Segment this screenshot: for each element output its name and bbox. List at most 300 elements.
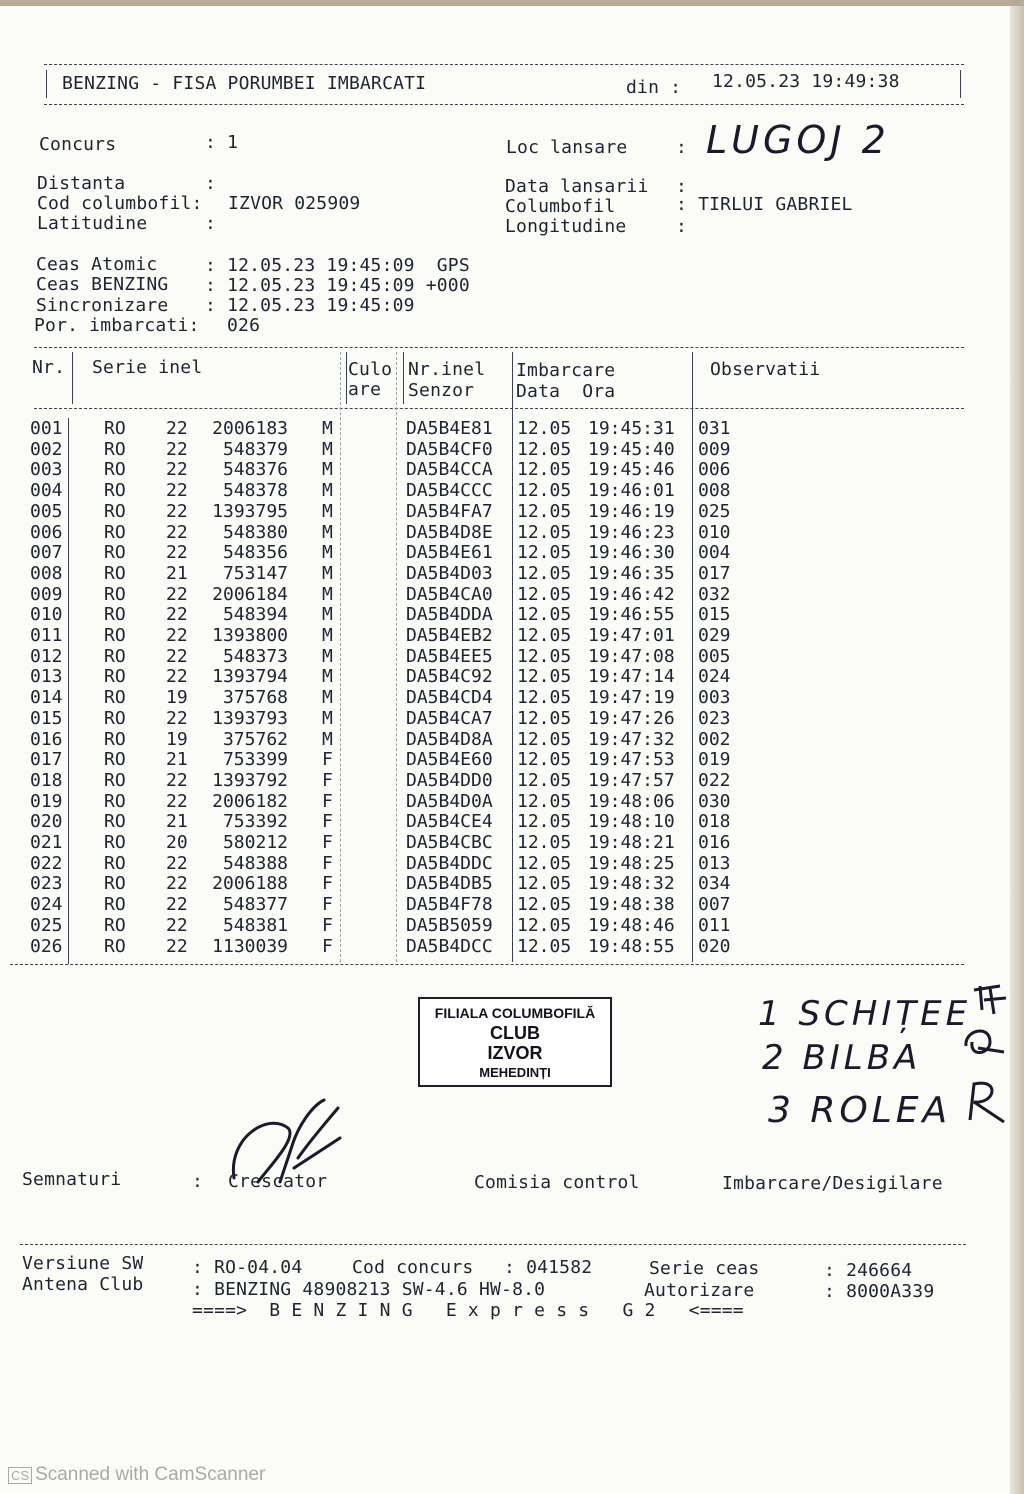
row-obs: 031 [698, 418, 731, 439]
row-tara: RO [104, 790, 126, 812]
camscanner-watermark [8, 1464, 265, 1486]
row-inel: 1393794 [212, 666, 288, 688]
row-tara: RO [104, 894, 126, 916]
ceas-benzing-label: Ceas BENZING [36, 274, 169, 295]
row-sex: M [322, 459, 333, 481]
row-tara: RO [104, 852, 126, 874]
row-ora: 19:45:31 [588, 418, 675, 439]
row-an: 22 [166, 852, 188, 874]
autorizare-value: : 8000A339 [824, 1281, 935, 1302]
row-data: 12.05 [517, 790, 572, 812]
row-senzor: DA5B4F78 [406, 894, 493, 916]
row-data: 12.05 [517, 935, 572, 957]
row-obs: 017 [698, 562, 731, 584]
row-tara: RO [104, 562, 126, 584]
row-obs: 008 [698, 480, 731, 502]
handwritten-note-1: 1 SCHIȚEE [758, 994, 972, 1034]
row-obs: 018 [698, 811, 731, 833]
row-ora: 19:47:19 [588, 687, 675, 709]
scan-top-edge [0, 0, 1024, 6]
row-an: 22 [166, 935, 188, 957]
row-ora: 19:48:21 [588, 832, 675, 853]
row-nr: 013 [30, 666, 63, 688]
row-senzor: DA5B4FA7 [406, 500, 493, 522]
semnaturi-label: Semnaturi [22, 1169, 122, 1190]
row-nr: 011 [30, 625, 63, 646]
row-nr: 021 [30, 832, 63, 853]
row-obs: 034 [698, 873, 731, 895]
row-sex: M [322, 707, 333, 729]
row-inel: 548377 [222, 894, 288, 916]
row-senzor: DA5B4E81 [406, 418, 493, 439]
row-data: 12.05 [517, 832, 572, 853]
versiune-sw-label: Versiune SW [22, 1253, 144, 1274]
row-sex: M [322, 500, 333, 522]
row-nr: 004 [30, 480, 63, 502]
row-nr: 003 [30, 459, 63, 481]
row-senzor: DA5B4CA7 [406, 707, 493, 729]
row-an: 22 [166, 459, 188, 481]
row-inel: 2006184 [212, 583, 288, 605]
row-data: 12.05 [517, 894, 572, 916]
row-tara: RO [104, 687, 126, 709]
row-an: 20 [166, 832, 188, 853]
row-obs: 024 [698, 666, 731, 688]
row-tara: RO [104, 707, 126, 729]
row-data: 12.05 [517, 645, 572, 667]
row-ora: 19:45:40 [588, 438, 675, 460]
loc-lansare-colon: : [676, 137, 688, 158]
row-data: 12.05 [517, 583, 572, 605]
longitudine-colon: : [676, 216, 688, 237]
row-sex: F [322, 832, 333, 853]
row-inel: 753399 [222, 749, 288, 771]
row-an: 22 [166, 769, 188, 791]
row-tara: RO [104, 749, 126, 771]
loc-lansare-label: Loc lansare [506, 137, 628, 158]
table-header-rule [34, 408, 964, 409]
row-ora: 19:47:01 [588, 625, 675, 646]
row-tara: RO [104, 500, 126, 522]
row-ora: 19:47:32 [588, 728, 675, 750]
row-data: 12.05 [517, 769, 572, 791]
row-sex: M [322, 438, 333, 460]
row-sex: F [322, 769, 333, 791]
imbarcare-desigilare-label: Imbarcare/Desigilare [722, 1173, 943, 1194]
row-sex: M [322, 625, 333, 646]
row-data: 12.05 [517, 852, 572, 874]
row-sex: M [322, 521, 333, 543]
row-tara: RO [104, 811, 126, 833]
cod-concurs-label: Cod concurs [352, 1257, 474, 1278]
distanta-label: Distanta [37, 173, 126, 194]
row-senzor: DA5B4CE4 [406, 811, 493, 833]
longitudine-label: Longitudine [505, 216, 627, 237]
row-tara: RO [104, 625, 126, 646]
row-an: 22 [166, 894, 188, 916]
row-data: 12.05 [517, 707, 572, 729]
row-inel: 548394 [222, 604, 288, 626]
row-obs: 015 [698, 604, 731, 626]
din-label: din : [626, 77, 682, 98]
data-lansarii-colon: : [676, 176, 688, 197]
row-sex: F [322, 852, 333, 874]
col-divider-nr-header [72, 352, 73, 404]
row-inel: 1393800 [212, 625, 288, 646]
row-nr: 014 [30, 687, 63, 709]
row-senzor: DA5B4DDA [406, 604, 493, 626]
row-tara: RO [104, 521, 126, 543]
row-ora: 19:48:10 [588, 811, 675, 833]
row-inel: 753147 [222, 562, 288, 584]
row-senzor: DA5B4DCC [406, 935, 493, 957]
row-obs: 002 [698, 728, 731, 750]
row-inel: 2006188 [212, 873, 288, 895]
row-obs: 022 [698, 769, 731, 791]
sincronizare-value: : 12.05.23 19:45:09 [205, 295, 415, 316]
row-an: 22 [166, 604, 188, 626]
row-ora: 19:46:30 [588, 542, 675, 564]
row-ora: 19:46:35 [588, 562, 675, 584]
row-obs: 023 [698, 707, 731, 729]
row-sex: F [322, 894, 333, 916]
row-sex: M [322, 542, 333, 564]
row-ora: 19:47:57 [588, 769, 675, 791]
row-inel: 548380 [222, 521, 288, 543]
cod-columbofil-label: Cod columbofil: [37, 193, 203, 214]
latitudine-label: Latitudine [37, 213, 148, 234]
row-an: 22 [166, 500, 188, 522]
row-data: 12.05 [517, 604, 572, 626]
row-senzor: DA5B4CCC [406, 480, 493, 502]
row-an: 22 [166, 873, 188, 895]
row-inel: 2006183 [212, 418, 288, 439]
row-obs: 004 [698, 542, 731, 564]
distanta-colon: : [205, 173, 217, 194]
row-nr: 015 [30, 707, 63, 729]
row-inel: 1393792 [212, 769, 288, 791]
row-data: 12.05 [517, 749, 572, 771]
row-tara: RO [104, 645, 126, 667]
document-title: BENZING - FISA PORUMBEI IMBARCATI [62, 73, 427, 94]
row-inel: 1130039 [212, 935, 288, 957]
row-nr: 012 [30, 645, 63, 667]
col-divider-senzor-header [403, 352, 404, 404]
row-an: 19 [166, 728, 188, 750]
row-senzor: DA5B5059 [406, 914, 493, 936]
row-tara: RO [104, 542, 126, 564]
row-inel: 753392 [222, 811, 288, 833]
row-sex: M [322, 645, 333, 667]
row-sex: F [322, 790, 333, 812]
row-an: 22 [166, 521, 188, 543]
row-tara: RO [104, 728, 126, 750]
row-tara: RO [104, 604, 126, 626]
row-ora: 19:48:06 [588, 790, 675, 812]
row-an: 21 [166, 562, 188, 584]
row-nr: 008 [30, 562, 63, 584]
porumbei-imbarcati-label: Por. imbarcati: [34, 315, 200, 336]
comisia-control-label: Comisia control [474, 1172, 640, 1193]
row-senzor: DA5B4CD4 [406, 687, 493, 709]
row-data: 12.05 [517, 418, 572, 439]
table-top-rule [34, 347, 964, 348]
row-data: 12.05 [517, 625, 572, 646]
row-ora: 19:47:14 [588, 666, 675, 688]
row-tara: RO [104, 459, 126, 481]
row-nr: 022 [30, 852, 63, 874]
header-top-border [44, 64, 964, 65]
serie-ceas-label: Serie ceas [649, 1258, 760, 1279]
row-inel: 1393793 [212, 707, 288, 729]
header-nr-inel: Nr.inel [408, 359, 486, 380]
row-an: 21 [166, 811, 188, 833]
row-nr: 010 [30, 604, 63, 626]
antena-club-value: : BENZING 48908213 SW-4.6 HW-8.0 [192, 1279, 546, 1300]
row-obs: 005 [698, 645, 731, 667]
scan-edge [1010, 0, 1024, 1494]
row-data: 12.05 [517, 666, 572, 688]
row-nr: 005 [30, 500, 63, 522]
row-an: 22 [166, 645, 188, 667]
row-obs: 013 [698, 852, 731, 874]
row-sex: F [322, 749, 333, 771]
crescator-label: Crescator [228, 1171, 328, 1192]
row-obs: 003 [698, 687, 731, 709]
row-senzor: DA5B4D8A [406, 728, 493, 750]
row-sex: M [322, 687, 333, 709]
row-nr: 001 [30, 418, 63, 439]
row-obs: 016 [698, 832, 731, 853]
row-senzor: DA5B4CF0 [406, 438, 493, 460]
row-data: 12.05 [517, 521, 572, 543]
row-inel: 548356 [222, 542, 288, 564]
row-tara: RO [104, 769, 126, 791]
latitudine-colon: : [205, 213, 217, 234]
row-nr: 025 [30, 914, 63, 936]
row-ora: 19:47:26 [588, 707, 675, 729]
row-nr: 026 [30, 935, 63, 957]
row-sex: F [322, 914, 333, 936]
row-an: 22 [166, 438, 188, 460]
row-ora: 19:45:46 [588, 459, 675, 481]
header-left-border [46, 70, 47, 98]
autorizare-label: Autorizare [644, 1280, 755, 1301]
table-bottom-rule [10, 964, 964, 965]
col-divider-imbarcare [512, 352, 513, 962]
row-ora: 19:46:55 [588, 604, 675, 626]
row-inel: 548379 [222, 438, 288, 460]
row-an: 22 [166, 914, 188, 936]
handwritten-note-2: 2 BILBA [762, 1038, 922, 1078]
row-nr: 002 [30, 438, 63, 460]
row-tara: RO [104, 583, 126, 605]
concurs-label: Concurs [39, 134, 117, 155]
row-ora: 19:48:55 [588, 935, 675, 957]
row-sex: M [322, 666, 333, 688]
header-observatii: Observatii [710, 359, 821, 380]
col-divider-culoare-header [346, 352, 347, 404]
header-bottom-border [44, 104, 964, 105]
row-inel: 548373 [222, 645, 288, 667]
row-senzor: DA5B4D8E [406, 521, 493, 543]
row-tara: RO [104, 914, 126, 936]
row-sex: M [322, 728, 333, 750]
row-inel: 580212 [222, 832, 288, 853]
row-tara: RO [104, 666, 126, 688]
row-data: 12.05 [517, 459, 572, 481]
columbofil-value: : TIRLUI GABRIEL [676, 194, 853, 215]
row-an: 22 [166, 583, 188, 605]
header-data-ora: Data Ora [516, 381, 616, 402]
row-nr: 017 [30, 749, 63, 771]
header-culoare: Culo [348, 359, 393, 380]
header-serie-inel: Serie inel [92, 357, 203, 378]
row-inel: 548388 [222, 852, 288, 874]
header-right-border [960, 70, 961, 98]
row-nr: 019 [30, 790, 63, 812]
row-tara: RO [104, 832, 126, 853]
row-senzor: DA5B4CCA [406, 459, 493, 481]
row-senzor: DA5B4D03 [406, 562, 493, 584]
row-tara: RO [104, 438, 126, 460]
row-senzor: DA5B4DD0 [406, 769, 493, 791]
row-nr: 006 [30, 521, 63, 543]
header-imbarcare: Imbarcare [516, 360, 616, 381]
benzing-banner: ====> B E N Z I N G E x p r e s s G 2 <==== [192, 1300, 744, 1321]
row-senzor: DA5B4E60 [406, 749, 493, 771]
row-sex: M [322, 418, 333, 439]
handwritten-marks [960, 980, 1016, 1130]
row-senzor: DA5B4CA0 [406, 583, 493, 605]
serie-ceas-value: : 246664 [824, 1260, 913, 1281]
row-ora: 19:46:19 [588, 500, 675, 522]
row-senzor: DA5B4DDC [406, 852, 493, 874]
ceas-benzing-value: : 12.05.23 19:45:09 +000 [205, 275, 470, 296]
handwritten-note-3: 3 ROLEA [768, 1090, 952, 1131]
row-obs: 009 [698, 438, 731, 460]
sincronizare-label: Sincronizare [36, 295, 169, 316]
row-data: 12.05 [517, 562, 572, 584]
col-divider-nr [68, 418, 69, 964]
row-obs: 029 [698, 625, 731, 646]
versiune-sw-value: : RO-04.04 [192, 1257, 303, 1278]
antena-club-label: Antena Club [22, 1274, 144, 1295]
data-lansarii-label: Data lansarii [505, 176, 649, 197]
row-ora: 19:47:53 [588, 749, 675, 771]
header-senzor: Senzor [408, 380, 475, 401]
row-ora: 19:48:25 [588, 852, 675, 874]
row-data: 12.05 [517, 687, 572, 709]
row-ora: 19:48:38 [588, 894, 675, 916]
row-sex: M [322, 604, 333, 626]
row-tara: RO [104, 480, 126, 502]
stamp-line-3: IZVOR [487, 1043, 543, 1063]
row-sex: M [322, 583, 333, 605]
row-inel: 1393795 [212, 500, 288, 522]
row-nr: 016 [30, 728, 63, 750]
row-senzor: DA5B4CBC [406, 832, 493, 853]
row-ora: 19:48:46 [588, 914, 675, 936]
camscanner-text: Scanned with CamScanner [35, 1464, 266, 1485]
concurs-value: : 1 [205, 132, 239, 153]
camscanner-icon: CS [8, 1467, 32, 1484]
row-an: 22 [166, 625, 188, 646]
row-sex: M [322, 562, 333, 584]
row-ora: 19:47:08 [588, 645, 675, 667]
row-ora: 19:48:32 [588, 873, 675, 895]
row-an: 21 [166, 749, 188, 771]
semnaturi-colon: : [192, 1171, 204, 1192]
row-an: 22 [166, 418, 188, 439]
row-ora: 19:46:01 [588, 480, 675, 502]
row-data: 12.05 [517, 914, 572, 936]
stamp-line-1: FILIALA COLUMBOFILĂ [434, 1005, 596, 1021]
row-nr: 023 [30, 873, 63, 895]
col-divider-culoare [396, 352, 397, 962]
row-obs: 010 [698, 521, 731, 543]
row-an: 19 [166, 687, 188, 709]
row-inel: 548378 [222, 480, 288, 502]
porumbei-imbarcati-value: 026 [227, 315, 261, 336]
footer-rule [20, 1244, 966, 1245]
row-inel: 2006182 [212, 790, 288, 812]
row-obs: 011 [698, 914, 731, 936]
row-data: 12.05 [517, 480, 572, 502]
row-senzor: DA5B4DB5 [406, 873, 493, 895]
row-senzor: DA5B4C92 [406, 666, 493, 688]
row-tara: RO [104, 935, 126, 957]
row-senzor: DA5B4EE5 [406, 645, 493, 667]
row-obs: 007 [698, 894, 731, 916]
row-obs: 030 [698, 790, 731, 812]
row-tara: RO [104, 418, 126, 439]
row-data: 12.05 [517, 811, 572, 833]
row-sex: F [322, 935, 333, 957]
col-divider-observatii [692, 352, 693, 962]
row-ora: 19:46:23 [588, 521, 675, 543]
row-nr: 007 [30, 542, 63, 564]
row-senzor: DA5B4E61 [406, 542, 493, 564]
row-nr: 018 [30, 769, 63, 791]
row-nr: 020 [30, 811, 63, 833]
row-data: 12.05 [517, 728, 572, 750]
row-data: 12.05 [517, 500, 572, 522]
columbofil-label: Columbofil [505, 196, 616, 217]
row-sex: M [322, 480, 333, 502]
club-stamp [418, 997, 612, 1087]
row-an: 22 [166, 707, 188, 729]
row-inel: 375762 [222, 728, 288, 750]
col-divider-serie [340, 352, 341, 962]
row-data: 12.05 [517, 542, 572, 564]
header-nr: Nr. [32, 357, 66, 378]
row-obs: 032 [698, 583, 731, 605]
row-senzor: DA5B4D0A [406, 790, 493, 812]
row-data: 12.05 [517, 438, 572, 460]
row-an: 22 [166, 666, 188, 688]
row-senzor: DA5B4EB2 [406, 625, 493, 646]
row-nr: 024 [30, 894, 63, 916]
ceas-atomic-value: : 12.05.23 19:45:09 GPS [205, 255, 470, 276]
row-an: 22 [166, 542, 188, 564]
row-inel: 548376 [222, 459, 288, 481]
row-data: 12.05 [517, 873, 572, 895]
cod-concurs-value: : 041582 [504, 1257, 593, 1278]
row-sex: F [322, 873, 333, 895]
header-culoare-2: are [348, 379, 382, 400]
row-ora: 19:46:42 [588, 583, 675, 605]
